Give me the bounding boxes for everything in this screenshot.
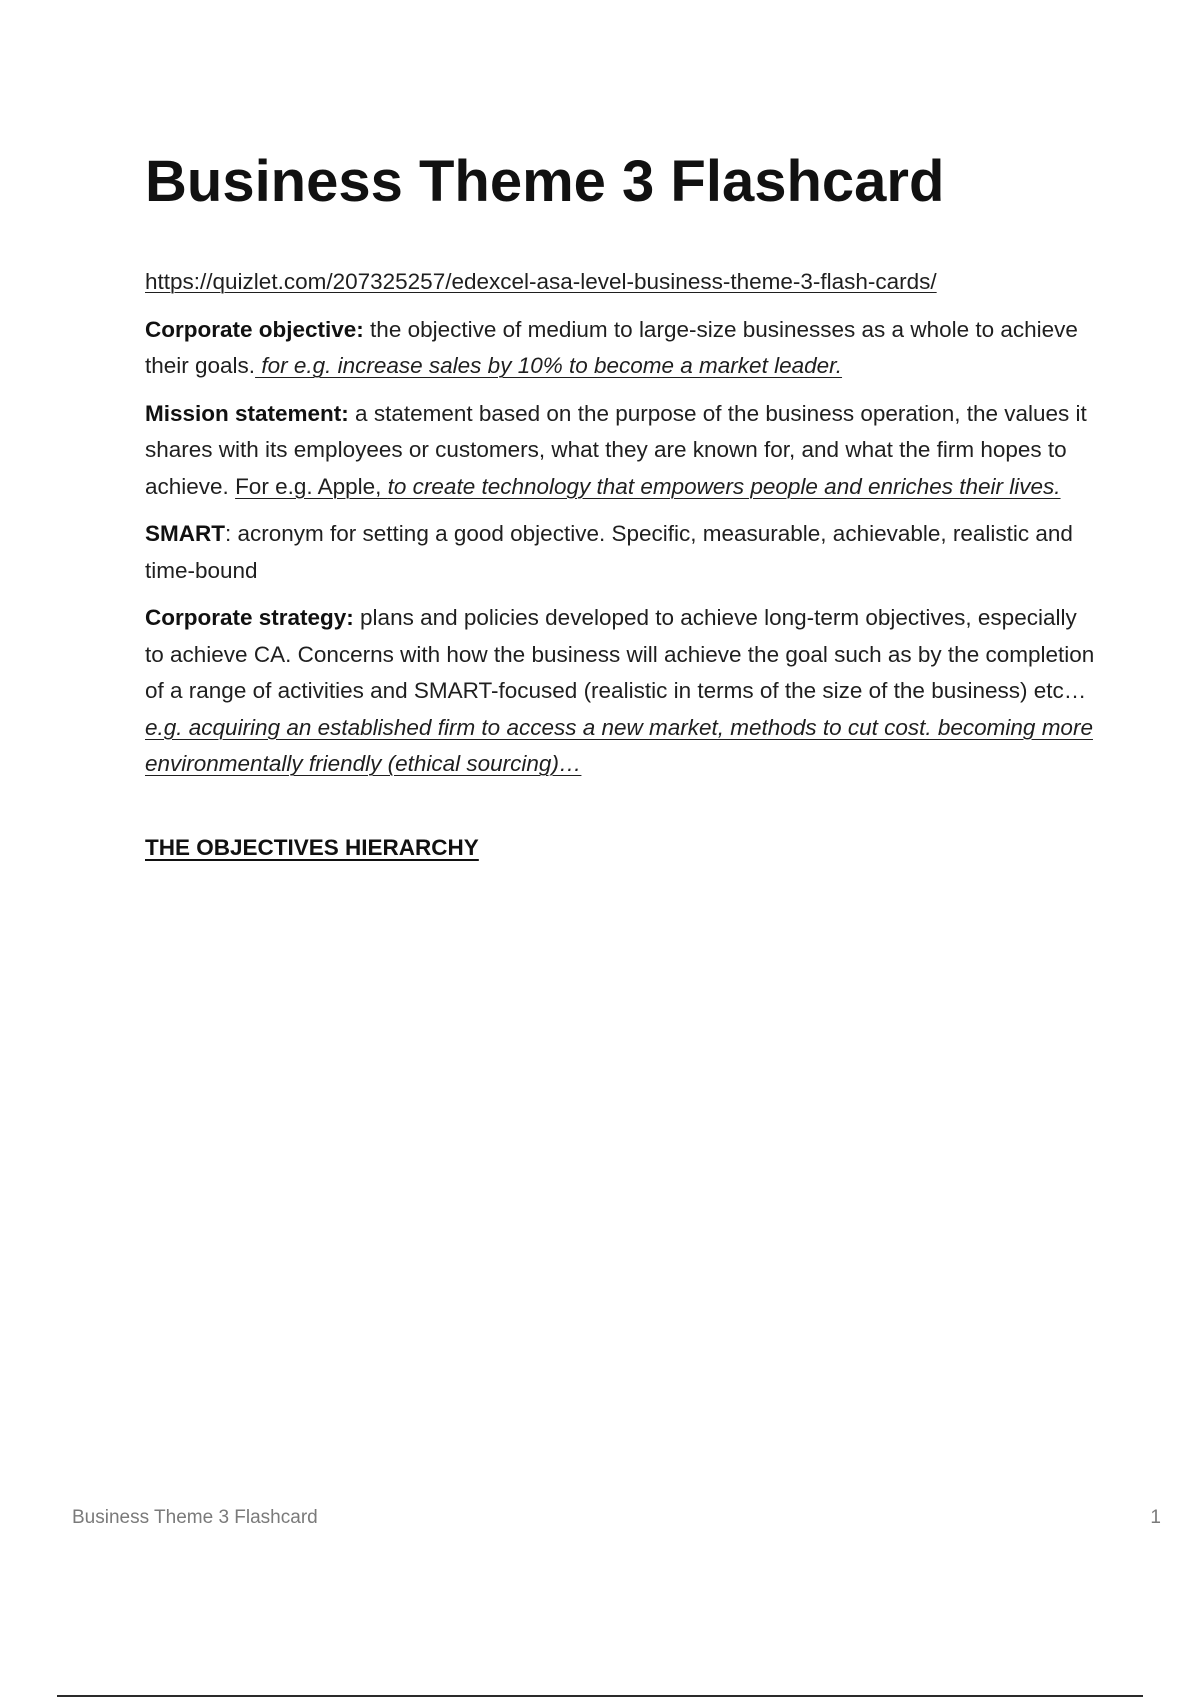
example-text: for e.g. increase sales by 10% to become a market leader.	[255, 353, 843, 378]
document-body	[145, 264, 1100, 877]
definition-text: the objective of medium to large-size businesses as a whole to achieve their goals.	[145, 316, 1078, 378]
definition-text: a statement based on the purpose of the business operation, the values it shares with its employees or customers, what they are known for, and what the firm hopes to achieve.	[145, 400, 1087, 499]
definition-text: plans and policies developed to achieve long-term objectives, especially to achieve CA. Concerns with how the business will achieve the goal such as by the completion of a range of activities and SMART-focused (realistic in terms of the size of the business) etc…	[145, 605, 1095, 703]
footer-title: Business Theme 3 Flashcard	[72, 1507, 318, 1528]
entry-corporate-strategy	[145, 600, 1100, 783]
term-label: SMART	[145, 521, 225, 546]
term-label: Corporate objective:	[145, 316, 364, 342]
entry-corporate-objective	[145, 312, 1100, 385]
example-prefix-text: For e.g. Apple,	[235, 473, 388, 499]
page-title: Business Theme 3 Flashcard	[145, 149, 945, 214]
term-label: Corporate strategy:	[145, 605, 354, 630]
quizlet-link[interactable]: https://quizlet.com/207325257/edexcel-asa-level-business-theme-3-flash-cards/	[145, 269, 937, 294]
entry-smart	[145, 516, 1100, 589]
page-number: 1	[1150, 1507, 1161, 1528]
example-text: to create technology that empowers people and enriches their lives.	[387, 473, 1061, 499]
section-heading: THE OBJECTIVES HIERARCHY	[145, 834, 479, 860]
entry-mission-statement	[145, 396, 1100, 506]
page-divider	[57, 1695, 1143, 1697]
source-link-paragraph	[145, 264, 1100, 301]
term-label: Mission statement:	[145, 400, 349, 426]
definition-text: : acronym for setting a good objective. Specific, measurable, achievable, realistic and time-bound	[145, 521, 1073, 583]
example-text: e.g. acquiring an established firm to access a new market, methods to cut cost. becoming more environmentally friendly (ethical sourcing)…	[145, 714, 1093, 776]
